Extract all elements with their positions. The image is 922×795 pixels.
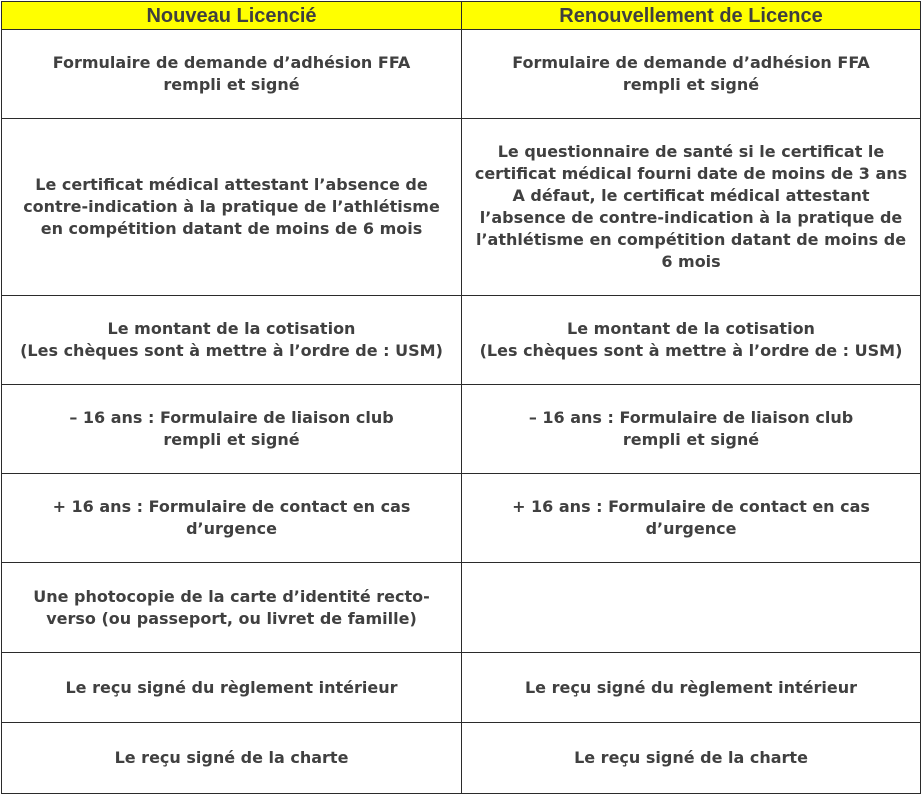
cell-new-club-liaison-form <box>2 385 462 474</box>
cell-new-charter-receipt <box>2 723 462 794</box>
cell-line: Formulaire de demande d’adhésion FFA <box>52 53 411 72</box>
header-license-renewal: Renouvellement de Licence <box>462 2 921 30</box>
cell-renewal-empty <box>462 563 921 653</box>
cell-new-ffa-form <box>2 30 462 119</box>
cell-line: rempli et signé <box>622 75 760 94</box>
cell-line: l’absence de contre-indication à la pratique de <box>479 208 903 227</box>
cell-line: Le reçu signé de la charte <box>114 748 349 767</box>
header-new-licensee: Nouveau Licencié <box>2 2 462 30</box>
cell-line: (Les chèques sont à mettre à l’ordre de : USM) <box>479 341 903 360</box>
table-row <box>2 30 921 119</box>
cell-line: certificat médical fourni date de moins de 3 ans <box>474 164 908 183</box>
cell-line: Le questionnaire de santé si le certificat le <box>497 142 885 161</box>
cell-line: Le certificat médical attestant l’absence de <box>35 175 428 194</box>
cell-renewal-emergency-contact-form <box>462 474 921 563</box>
cell-line: Formulaire de demande d’adhésion FFA <box>512 53 870 72</box>
required-documents-table <box>1 1 921 794</box>
cell-line: rempli et signé <box>163 75 300 94</box>
cell-line: Le reçu signé de la charte <box>574 748 808 767</box>
cell-new-internal-rules-receipt <box>2 653 462 723</box>
cell-line: 6 mois <box>661 252 721 271</box>
table-row <box>2 385 921 474</box>
cell-renewal-club-liaison-form <box>462 385 921 474</box>
cell-new-id-copy <box>2 563 462 653</box>
cell-line: d’urgence <box>645 519 737 538</box>
cell-line: contre-indication à la pratique de l’athlétisme <box>23 197 440 216</box>
cell-line: – 16 ans : Formulaire de liaison club <box>528 408 854 427</box>
cell-renewal-membership-fee <box>462 296 921 385</box>
cell-line: A défaut, le certificat médical attestant <box>512 186 870 205</box>
table-row <box>2 119 921 296</box>
cell-line: Le reçu signé du règlement intérieur <box>65 677 398 697</box>
cell-line: verso (ou passeport, ou livret de famille) <box>46 608 417 628</box>
cell-line: l’athlétisme en compétition datant de moins de <box>475 230 907 249</box>
cell-line: d’urgence <box>186 519 277 538</box>
cell-line: rempli et signé <box>622 430 760 449</box>
cell-line: + 16 ans : Formulaire de contact en cas <box>512 497 870 516</box>
cell-renewal-charter-receipt <box>462 723 921 794</box>
cell-line: (Les chèques sont à mettre à l’ordre de : USM) <box>20 341 443 360</box>
cell-line: Une photocopie de la carte d’identité recto- <box>33 586 430 606</box>
table-row <box>2 723 921 794</box>
cell-line: rempli et signé <box>163 430 300 449</box>
cell-line: + 16 ans : Formulaire de contact en cas <box>52 497 411 516</box>
cell-new-medical-certificate <box>2 119 462 296</box>
table-row <box>2 563 921 653</box>
cell-renewal-internal-rules-receipt <box>462 653 921 723</box>
table-row <box>2 653 921 723</box>
cell-line: en compétition datant de moins de 6 mois <box>40 219 423 238</box>
cell-renewal-ffa-form <box>462 30 921 119</box>
header-row <box>2 2 921 30</box>
cell-renewal-health-questionnaire <box>462 119 921 296</box>
cell-new-membership-fee <box>2 296 462 385</box>
cell-line: Le montant de la cotisation <box>107 319 356 338</box>
table-row <box>2 474 921 563</box>
cell-line: – 16 ans : Formulaire de liaison club <box>69 408 394 427</box>
cell-line: Le reçu signé du règlement intérieur <box>524 677 858 697</box>
table-row <box>2 296 921 385</box>
cell-line: Le montant de la cotisation <box>567 319 815 338</box>
cell-new-emergency-contact-form <box>2 474 462 563</box>
